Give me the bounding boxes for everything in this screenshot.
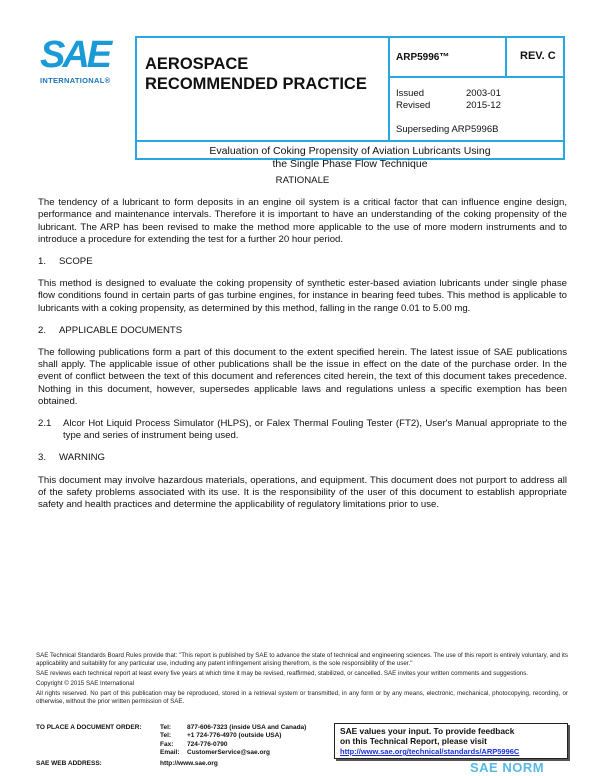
- revised-label: Revised: [396, 100, 431, 111]
- revision: REV. C: [507, 38, 563, 78]
- issued-label: Issued: [396, 88, 424, 99]
- issued-value: 2003-01: [466, 88, 501, 99]
- contact-label: Fax:: [160, 740, 174, 748]
- section-title: APPLICABLE DOCUMENTS: [59, 324, 183, 336]
- title-line-2: the Single Phase Flow Technique: [272, 158, 428, 170]
- contact-value: 877-606-7323 (inside USA and Canada): [187, 724, 307, 731]
- order-label: TO PLACE A DOCUMENT ORDER:: [36, 724, 142, 731]
- category-line-2: RECOMMENDED PRACTICE: [145, 75, 367, 93]
- sae-logo: [40, 36, 124, 85]
- section-number: 1.: [38, 256, 47, 268]
- document-category: [137, 38, 390, 142]
- warning-paragraph: This document may involve hazardous materials, operations, and equipment. This document does not purport to address all of the safety problems associated with its use. It is the responsibility of the user of this document to establish appropriate safety and health practices and determine the applicability of regulatory limitations prior to use.: [38, 474, 567, 511]
- contact-value: 724-776-0790: [187, 740, 228, 748]
- subsection-text: Alcor Hot Liquid Process Simulator (HLPS), or Falex Thermal Fouling Tester (FT2), User's Manual appropriate to the type and series of instrument being used.: [63, 418, 567, 442]
- document-dates: [390, 78, 563, 142]
- contact-row: [160, 741, 306, 749]
- contact-label: Tel:: [160, 732, 172, 740]
- scope-paragraph: This method is designed to evaluate the coking propensity of synthetic ester-based aviation lubricants under single phase flow conditions found in certain parts of gas turbine engines, for instance in bearing feed tubes. This method is applicable to lubricants with a coking propensity, as determined by this method, falling in the range 0.01 to 5.00 mg.: [38, 278, 567, 314]
- contact-row: [160, 749, 306, 757]
- document-body: [38, 175, 567, 511]
- section-number: 2.: [38, 324, 47, 336]
- document-number: ARP5996™: [390, 38, 507, 78]
- contact-label: Email:: [160, 749, 180, 757]
- rationale-heading: RATIONALE: [275, 175, 330, 186]
- applicable-documents-paragraph: The following publications form a part of this document to the extent specified herein. The latest issue of SAE publications shall apply. The applicable issue of other publications shall be the issue in effect on the date of the purchase order. In the event of conflict between the text of this document and references cited herein, the text of this document takes precedence. Nothing in this document, however, supersedes applicable laws and regulations unless a specific exemption has been obtained.: [38, 347, 567, 407]
- section-title: WARNING: [59, 452, 106, 464]
- subsection-2-1: [38, 418, 567, 442]
- watermark: SAE NORM: [470, 760, 545, 775]
- logo-subtitle: INTERNATIONAL®: [40, 76, 111, 85]
- web-address-link[interactable]: http://www.sae.org: [160, 760, 218, 767]
- revised-value: 2015-12: [466, 100, 501, 111]
- policy-text: SAE Technical Standards Board Rules provide that: "This report is published by SAE to advance the state of technical and engineering sciences. The use of this report is entirely voluntary, and its applicability and suitability for any particular use, including any patent infringement arising therefrom, is the sole responsibility of the user.": [36, 652, 568, 667]
- contact-value: +1 724-776-4970 (outside USA): [187, 732, 282, 740]
- rationale-paragraph: The tendency of a lubricant to form deposits in an engine oil system is a critical factor that can influence engine design, performance and maintenance intervals. Therefore it is important to have an understanding of the coking propensity of the lubricant. The ARP has been revised to make the method more applicable to the use of more modern instruments and to introduce a procedure for extending the test for a further 20 hour period.: [38, 197, 567, 245]
- feedback-line-2: on this Technical Report, please visit: [340, 736, 487, 746]
- section-title: SCOPE: [59, 256, 93, 268]
- category-line-1: AEROSPACE: [145, 55, 249, 73]
- email-link[interactable]: CustomerService@sae.org: [187, 749, 270, 757]
- web-address-label: SAE WEB ADDRESS:: [36, 760, 102, 767]
- copyright: Copyright © 2015 SAE International: [36, 680, 135, 687]
- logo-mark: SAE: [40, 34, 110, 76]
- feedback-link[interactable]: http://www.sae.org/technical/standards/ARP5996C: [340, 747, 520, 756]
- superseding: Superseding ARP5996B: [396, 124, 499, 135]
- order-contacts: [160, 724, 306, 758]
- document-title: [137, 142, 563, 171]
- subsection-number: 2.1: [38, 418, 52, 430]
- section-scope-heading: [38, 256, 567, 268]
- section-applicable-documents-heading: [38, 325, 567, 337]
- feedback-box: [334, 723, 568, 759]
- title-line-1: Evaluation of Coking Propensity of Aviation Lubricants Using: [209, 145, 491, 157]
- contact-row: [160, 724, 306, 732]
- review-text: SAE reviews each technical report at least every five years at which time it may be revised, reaffirmed, stabilized, or cancelled. SAE invites your written comments and suggestions.: [36, 670, 529, 677]
- contact-label: Tel:: [160, 724, 172, 731]
- feedback-line-1: SAE values your input. To provide feedback: [340, 726, 515, 736]
- section-warning-heading: [38, 452, 567, 464]
- rights-text: All rights reserved. No part of this publication may be reproduced, stored in a retrieval system or transmitted, in any form or by any means, electronic, mechanical, photocopying, recording, or otherwise, without the prior written permission of SAE.: [36, 690, 568, 705]
- section-number: 3.: [38, 452, 47, 464]
- legal-footer: [36, 652, 568, 708]
- document-header: [135, 36, 565, 170]
- contact-row: [160, 732, 306, 740]
